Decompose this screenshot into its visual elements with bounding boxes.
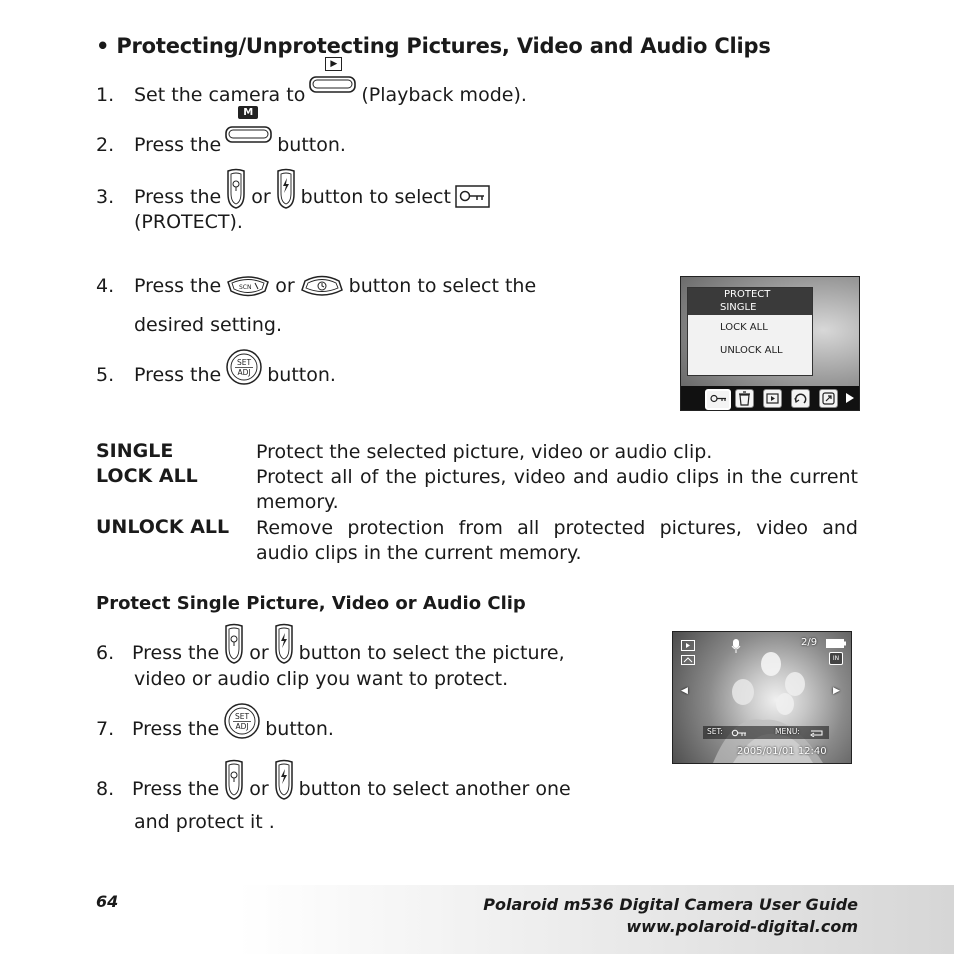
menu-item-lock-all[interactable]: LOCK ALL: [720, 322, 768, 333]
step-6: 6. Press the or button to select the picture,: [96, 641, 565, 665]
subheading: Protect Single Picture, Video or Audio Clip: [96, 593, 526, 614]
date-time-stamp: 2005/01/01 12:40: [737, 746, 827, 757]
step-7: 7. Press the SET ADJ button.: [96, 718, 334, 740]
selftimer-down-button-icon: [299, 274, 345, 298]
page-number: 64: [96, 892, 119, 911]
set-label: SET: [237, 358, 252, 367]
flash-right-button-icon: [273, 759, 295, 801]
menu-mark: M: [238, 106, 258, 119]
internal-memory-icon: IN: [829, 652, 843, 665]
menu-item-single[interactable]: SINGLE: [688, 301, 812, 315]
menu-hint-label: MENU:: [775, 727, 800, 736]
hint-bar: [703, 726, 829, 739]
option-desc-lock-all: Protect all of the pictures, video and audio clips in the current memory.: [256, 466, 858, 513]
next-page-icon[interactable]: [845, 392, 855, 404]
family-photo: [673, 632, 851, 763]
playback-button-icon: [309, 59, 357, 97]
protect-key-icon: [731, 729, 747, 737]
playback-mark: ▶: [325, 57, 342, 71]
playback-toolbar: [681, 386, 859, 410]
flash-right-button-icon: [273, 623, 295, 665]
scene-up-button-icon: [225, 274, 271, 298]
previous-image-arrow[interactable]: ◀: [681, 686, 688, 696]
step-1: 1. Set the camera to ▶ (Playback mode).: [96, 59, 527, 106]
option-term-unlock-all: UNLOCK ALL: [96, 516, 230, 538]
macro-left-button-icon: [225, 168, 247, 210]
set-hint-label: SET:: [707, 727, 723, 736]
step-3: 3. Press the or button to select: [96, 184, 495, 210]
set-label: SET: [235, 712, 250, 721]
flash-right-button-icon: [275, 168, 297, 210]
playback-screenshot: [672, 631, 852, 764]
image-counter: 2/9: [801, 637, 818, 648]
step-8: 8. Press the or button to select another one: [96, 777, 571, 801]
guide-footer: [483, 894, 858, 938]
slideshow-icon[interactable]: [763, 389, 782, 408]
step-4-continuation: desired setting.: [134, 314, 283, 336]
menu-button-icon: [225, 107, 273, 147]
step-6-continuation: video or audio clip you want to protect.: [134, 668, 509, 690]
next-image-arrow[interactable]: ▶: [833, 686, 840, 696]
menu-item-unlock-all[interactable]: UNLOCK ALL: [720, 345, 783, 356]
quality-icon: [681, 655, 695, 665]
voice-memo-icon: [731, 638, 741, 654]
adj-label: ADJ: [235, 722, 249, 731]
playback-mode-icon: [681, 640, 695, 651]
protect-menu: [687, 287, 813, 376]
protect-key-icon: [455, 185, 491, 209]
battery-icon: [826, 639, 846, 648]
step-8-continuation: and protect it .: [134, 811, 275, 833]
option-desc-single: Protect the selected picture, video or audio clip.: [256, 441, 713, 463]
macro-left-button-icon: [223, 759, 245, 801]
guide-title: Polaroid m536 Digital Camera User Guide: [483, 895, 858, 914]
macro-left-button-icon: [223, 623, 245, 665]
protect-key-icon[interactable]: [705, 389, 731, 410]
scn-label: SCN: [239, 284, 252, 291]
return-icon: [809, 728, 825, 737]
trash-icon[interactable]: [735, 389, 754, 408]
adj-label: ADJ: [237, 368, 251, 377]
step-5: 5. Press the SET ADJ button.: [96, 364, 336, 386]
step-4: 4. Press the SCN or button to select the: [96, 275, 537, 297]
option-term-lock-all: LOCK ALL: [96, 465, 198, 487]
set-adj-button-icon: [223, 702, 261, 740]
protect-menu-title: PROTECT: [688, 288, 812, 301]
step-3-continuation: (PROTECT).: [134, 211, 243, 233]
resize-icon[interactable]: [819, 389, 838, 408]
set-adj-button-icon: [225, 348, 263, 386]
page-heading: • Protecting/Unprotecting Pictures, Video and Audio Clips: [96, 34, 771, 58]
guide-website: www.polaroid-digital.com: [626, 917, 858, 936]
option-term-single: SINGLE: [96, 440, 174, 462]
step-2: 2. Press the M button.: [96, 107, 346, 156]
protect-menu-screenshot: [680, 276, 860, 411]
option-desc-unlock-all: Remove protection from all protected pictures, video and audio clips in the current memory.: [256, 517, 858, 564]
rotate-icon[interactable]: [791, 389, 810, 408]
